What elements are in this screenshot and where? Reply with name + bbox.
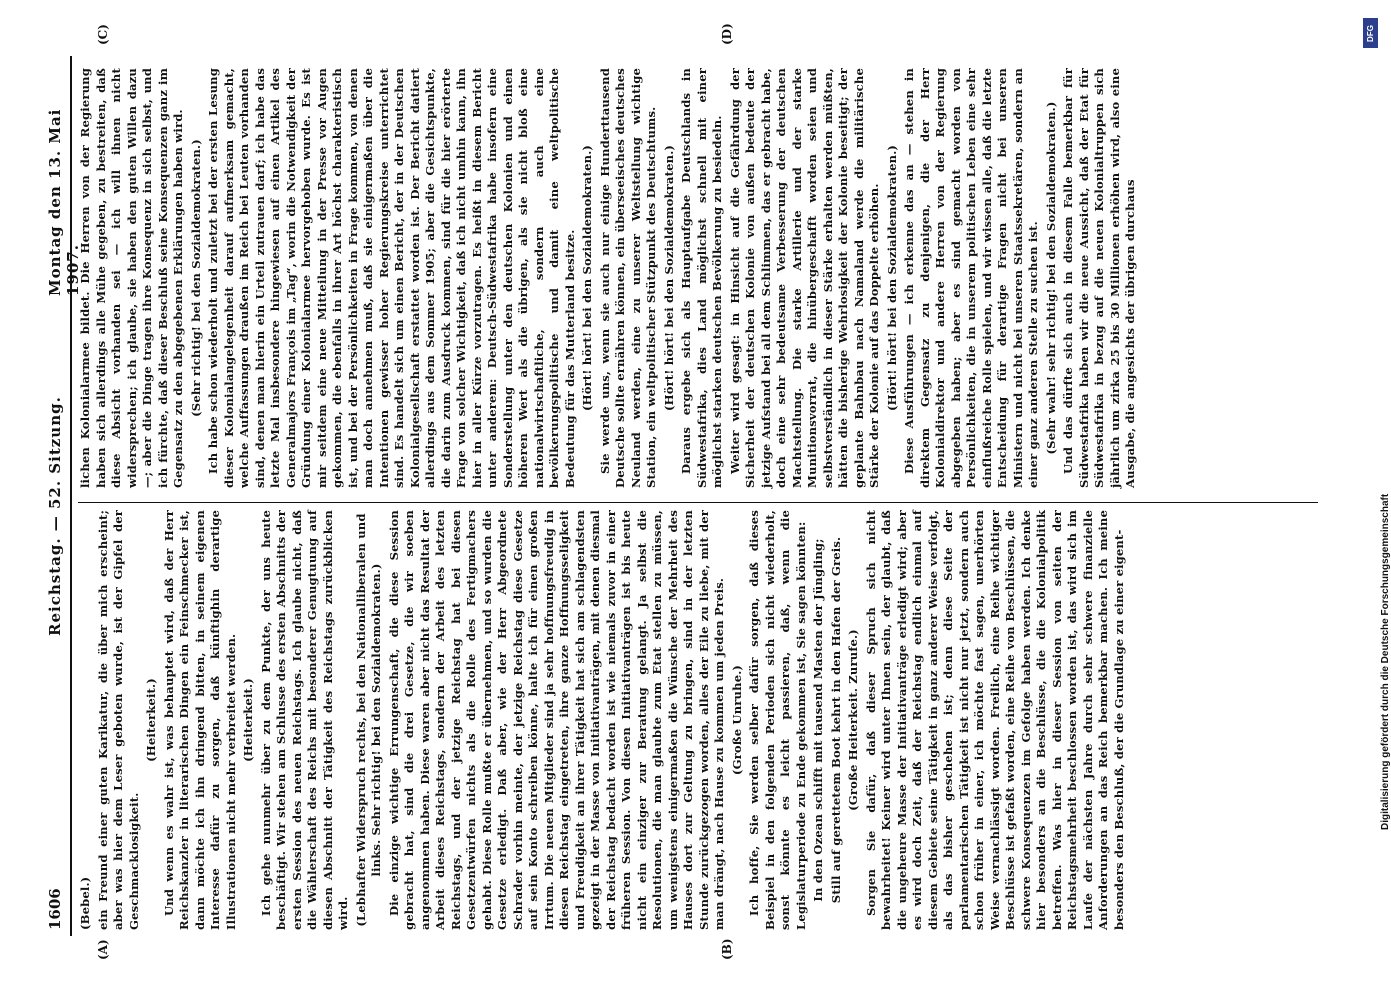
right-text-column — [78, 68, 1318, 488]
paragraph: Ich habe schon wiederholt und zuletzt bei der ersten Lesung dieser Kolonialangelegenheit darauf aufmerksam gemacht, welche Auffassungen draußen im Reich bei Leuten vorhanden sind, denen man hierin ein Urteil zutrauen darf; ich habe das letzte Mal insbesondere hingewiesen auf einen Artikel des Generalmajors François im „Tag“, worin die Notwendigkeit der Gründung einer Kolonialarmee hervorgehoben wurde. Es ist mir seitdem eine neue Mitteilung in der Presse vor Augen gekommen, die ebenfalls in ihrer Art höchst charakteristisch ist, und bei der Persönlichkeiten in Frage kommen, von denen man doch annehmen muß, daß sie einigermaßen über die Intentionen gewisser hoher Regierungskreise unterrichtet sind. Es handelt sich um einen Bericht, der in der Deutschen Kolonialgesellschaft erstattet worden ist. Der Bericht datiert allerdings aus dem Sommer 1905; aber die Gesichtspunkte, die darin zum Ausdruck kommen, sind für die hier erörterte Frage von solcher Wichtigkeit, daß ich nicht umhin kann, ihn hier in aller Kürze vorzutragen. Es heißt in diesem Bericht unter anderem: Deutsch-Südwestafrika habe insofern eine Sonderstellung unter den deutschen Kolonien und einen höheren Wert als die übrigen, als sie nicht bloß eine nationalwirtschaftliche, sondern auch eine bevölkerungspolitische und damit eine weltpolitische Bedeutung für das Mutterland besitze. — [206, 68, 577, 488]
interjection: (Hört! hört! bei den Sozialdemokraten.) — [661, 144, 676, 412]
paragraph: Diese Ausführungen — ich erkenne das an — stehen in direktem Gegensatz zu denjenigen, die der Herr Kolonialdirektor und andere Herren von der Regierung abgegeben haben; aber es sind gemacht worden von Persönlichkeiten, die in unserem politischen Leben eine sehr einflußreiche Rolle spielen, und wir wissen alle, daß die letzte Entscheidung für derartige Fragen nicht bei unseren Ministern und nicht bei unseren Staatssekretären, sondern an einer ganz anderen Stelle zu suchen ist. — [902, 68, 1040, 488]
paragraph: Ich hoffe, Sie werden selber dafür sorgen, daß dieses Beispiel in den folgenden Perioden sich nicht wiederholt, sonst könnte es leicht passieren, daß, wenn die Legislaturperiode zu Ende gekommen ist, Sie sagen könnten: — [747, 510, 808, 930]
page-number: 1606 — [46, 888, 64, 930]
header-rule — [70, 56, 72, 936]
interjection: (Sehr richtig! bei den Sozialdemokraten.) — [188, 139, 203, 417]
margin-letter-c: (C) — [96, 24, 110, 45]
paragraph: Die einzige wichtige Errungenschaft, die diese Session gebracht hat, sind die drei Gesetze, die wir soeben angenommen haben. Diese waren aber nicht das Resultat der Arbeit dieses Reichstags, sondern der Arbeit des letzten Reichstags, und der jetzige Reichstag hat bei diesen Gesetzentwürfen nichts als die Rolle des Fertigmachers gehabt. Diese Rolle mußte er übernehmen, und so wurden die Gesetze erledigt. Daß aber, wie der Herr Abgeordnete Schrader vorhin meinte, der jetzige Reichstag diese Gesetze auf sein Konto schreiben könne, halte ich für einen großen Irrtum. Die neuen Mitglieder sind ja sehr hoffnungsfreudig in diesen Reichstag eingetreten, ihre ganze Hoffnungsseligkeit und Freudigkeit an ihrer Tätigkeit hat sich am schlagendsten gezeigt in der Masse von Initiativanträgen, mit denen diesmal der Reichstag bedacht worden ist wie niemals zuvor in einer früheren Session. Von diesen Initiativanträgen ist bis heute nicht ein einziger zur Beratung gelangt. Ja selbst die Resolutionen, die man glaubte zum Etat stellen zu müssen, um wenigstens einigermaßen die Wünsche der Mehrheit des Hauses dort zur Geltung zu bringen, sind in der letzten Stunde zurückgezogen worden, alles der Eile zu liebe, mit der man drängt, nach Hause zu kommen um jeden Preis. — [386, 510, 726, 930]
paragraph: ein Freund einer guten Karikatur, die über mich erscheint; aber was hier dem Leser geboten wurde, ist der Gipfel der Geschmacklosigkeit. — [95, 510, 141, 930]
interjection: (Hört! hört! bei den Sozialdemokraten.) — [884, 144, 899, 412]
paragraph: Und das dürfte sich auch in diesem Falle bemerkbar für Südwestafrika haben wir die neue Aussicht, daß der Etat für Südwestafrika in bezug auf die neuen Kolonialtruppen sich jährlich um zirka 25 bis 30 Millionen erhöhen wird, also eine Ausgabe, die angesichts der übrigen durchaus — [1061, 68, 1137, 488]
margin-letter-a: (A) — [96, 939, 110, 960]
verse-line: In den Ozean schifft mit tausend Masten der Jüngling; — [811, 538, 825, 902]
paragraph: Sie werde uns, wenn sie auch nur einige Hunderttausend Deutsche sollte ernähren können, ein überseeisches deutsches Neuland werden, eine zu unserer Weltstellung wichtige Station, ein weltpolitischer Stützpunkt des Deutschtums. — [597, 68, 658, 488]
interjection: (Sehr wahr! sehr richtig! bei den Sozialdemokraten.) — [1043, 101, 1058, 455]
interjection: (Große Unruhe.) — [729, 664, 744, 776]
interjection: (Heiterkeit.) — [241, 678, 255, 762]
running-title: Reichstag. — 52. Sitzung. — [46, 396, 64, 636]
interjection: (Hört! hört! bei den Sozialdemokraten.) — [580, 144, 594, 412]
credit-text: Digitalisierung gefördert durch die Deutsche Forschungsgemeinschaft — [1380, 493, 1391, 830]
session-date: Montag den 13. Mai 1907. — [46, 108, 82, 296]
page-header — [40, 56, 82, 936]
paragraph: Weiter wird gesagt: in Hinsicht auf die Gefährdung der Sicherheit der deutschen Kolonie von außen bedeute der jetzige Aufstand bei all dem Schlimmen, das er gebracht habe, doch eine sehr bedeutsame Verbesserung der deutschen Machtstellung. Die starke Artillerie und der starke Munitionsvorrat, die hinübergeschafft worden seien und selbstverständlich in dieser Stärke erhalten werden müßten, hätten die bisherige Wehrlosigkeit der Kolonie beseitigt; der geplante Bahnbau nach Namaland werde die militärische Stärke der Kolonie auf das Doppelte erhöhen. — [727, 68, 881, 488]
paragraph: Sorgen Sie dafür, daß dieser Spruch sich nicht bewahrheitet! Keiner wird unter Ihnen sein, der glaubt, daß die ungeheure Masse der Initiativanträge erledigt wird; aber es wird doch Zeit, daß der Reichstag endlich einmal auf diesem Gebiete seine Tätigkeit in ganz anderer Weise verfolgt, als das bisher geschehen ist; denn diese Seite der parlamentarischen Tätigkeit ist nicht nur jetzt, sondern auch schon früher in einer, ich möchte fast sagen, unerhörten Weise vernachlässigt worden. Freilich, eine Reihe wichtiger Beschlüsse ist gefaßt worden, eine Reihe von Beschlüssen, die schwere Konsequenzen im Gefolge haben werden. Ich denke hier besonders an die Beschlüsse, die die Kolonialpolitik betreffen. Was hier in dieser Session von seiten der Reichstagsmehrheit beschlossen worden ist, das wird sich im Laufe der nächsten Jahre durch sehr schwere finanzielle Anforderungen an das Reich bemerkbar machen. Ich meine besonders den Beschluß, der die Grundlage zu einer eigent- — [863, 510, 1126, 930]
paragraph: Daraus ergebe sich als Hauptaufgabe Deutschlands in Südwestafrika, dies Land möglichst schnell mit einer möglichst starken deutschen Bevölkerung zu besiedeln. — [679, 68, 724, 488]
interjection: (Lebhafter Widerspruch rechts, bei den Nationalliberalen und links. Sehr richtig! bei den Sozialdemokraten.) — [353, 513, 383, 927]
column-divider — [78, 502, 1318, 503]
speaker-tag: (Bebel.) — [78, 876, 92, 930]
verse-line: Still auf gerettetem Boot kehrt in den Hafen der Greis. — [828, 536, 843, 904]
margin-letter-b: (B) — [720, 938, 734, 960]
paragraph: Und wenn es wahr ist, was behauptet wird, daß der Herr Reichskanzler in literarischen Dingen ein Feinschmecker ist, dann möchte ich ihn dringend bitten, in seinem eigenen Interesse dafür zu sorgen, daß künftighin derartige Illustrationen nicht mehr verbreitet werden. — [161, 510, 238, 930]
dfg-logo: DFG — [1363, 18, 1378, 48]
interjection: (Große Heiterkeit. Zurufe.) — [846, 629, 860, 811]
margin-letter-d: (D) — [720, 23, 734, 45]
left-text-column — [78, 510, 1318, 930]
digitization-credit — [1362, 10, 1391, 990]
paragraph: Ich gehe nunmehr über zu dem Punkte, der uns heute beschäftigt. Wir stehen am Schlusse des ersten Abschnitts der ersten Session des neuen Reichstags. Ich glaube nicht, daß die Wählerschaft des Reichs mit besonderer Genugtuung auf diesen Abschnitt der Tätigkeit des Reichstags zurückblicken wird. — [258, 510, 350, 930]
interjection: (Heiterkeit.) — [144, 678, 158, 762]
paragraph: lichen Kolonialarmee bildet. Die Herren von der Regierung haben sich allerdings alle Mühe gegeben, zu bestreiten, daß diese Absicht vorhanden sei — ich will ihnen nicht widersprechen; ich glaube, sie haben den guten Willen dazu —; aber die Dinge tragen ihre Konsequenz in sich selbst, und ich fürchte, daß dieser Beschluß seine Konsequenzen ganz im Gegensatz zu den abgegebenen Erklärungen haben wird. — [78, 68, 185, 488]
